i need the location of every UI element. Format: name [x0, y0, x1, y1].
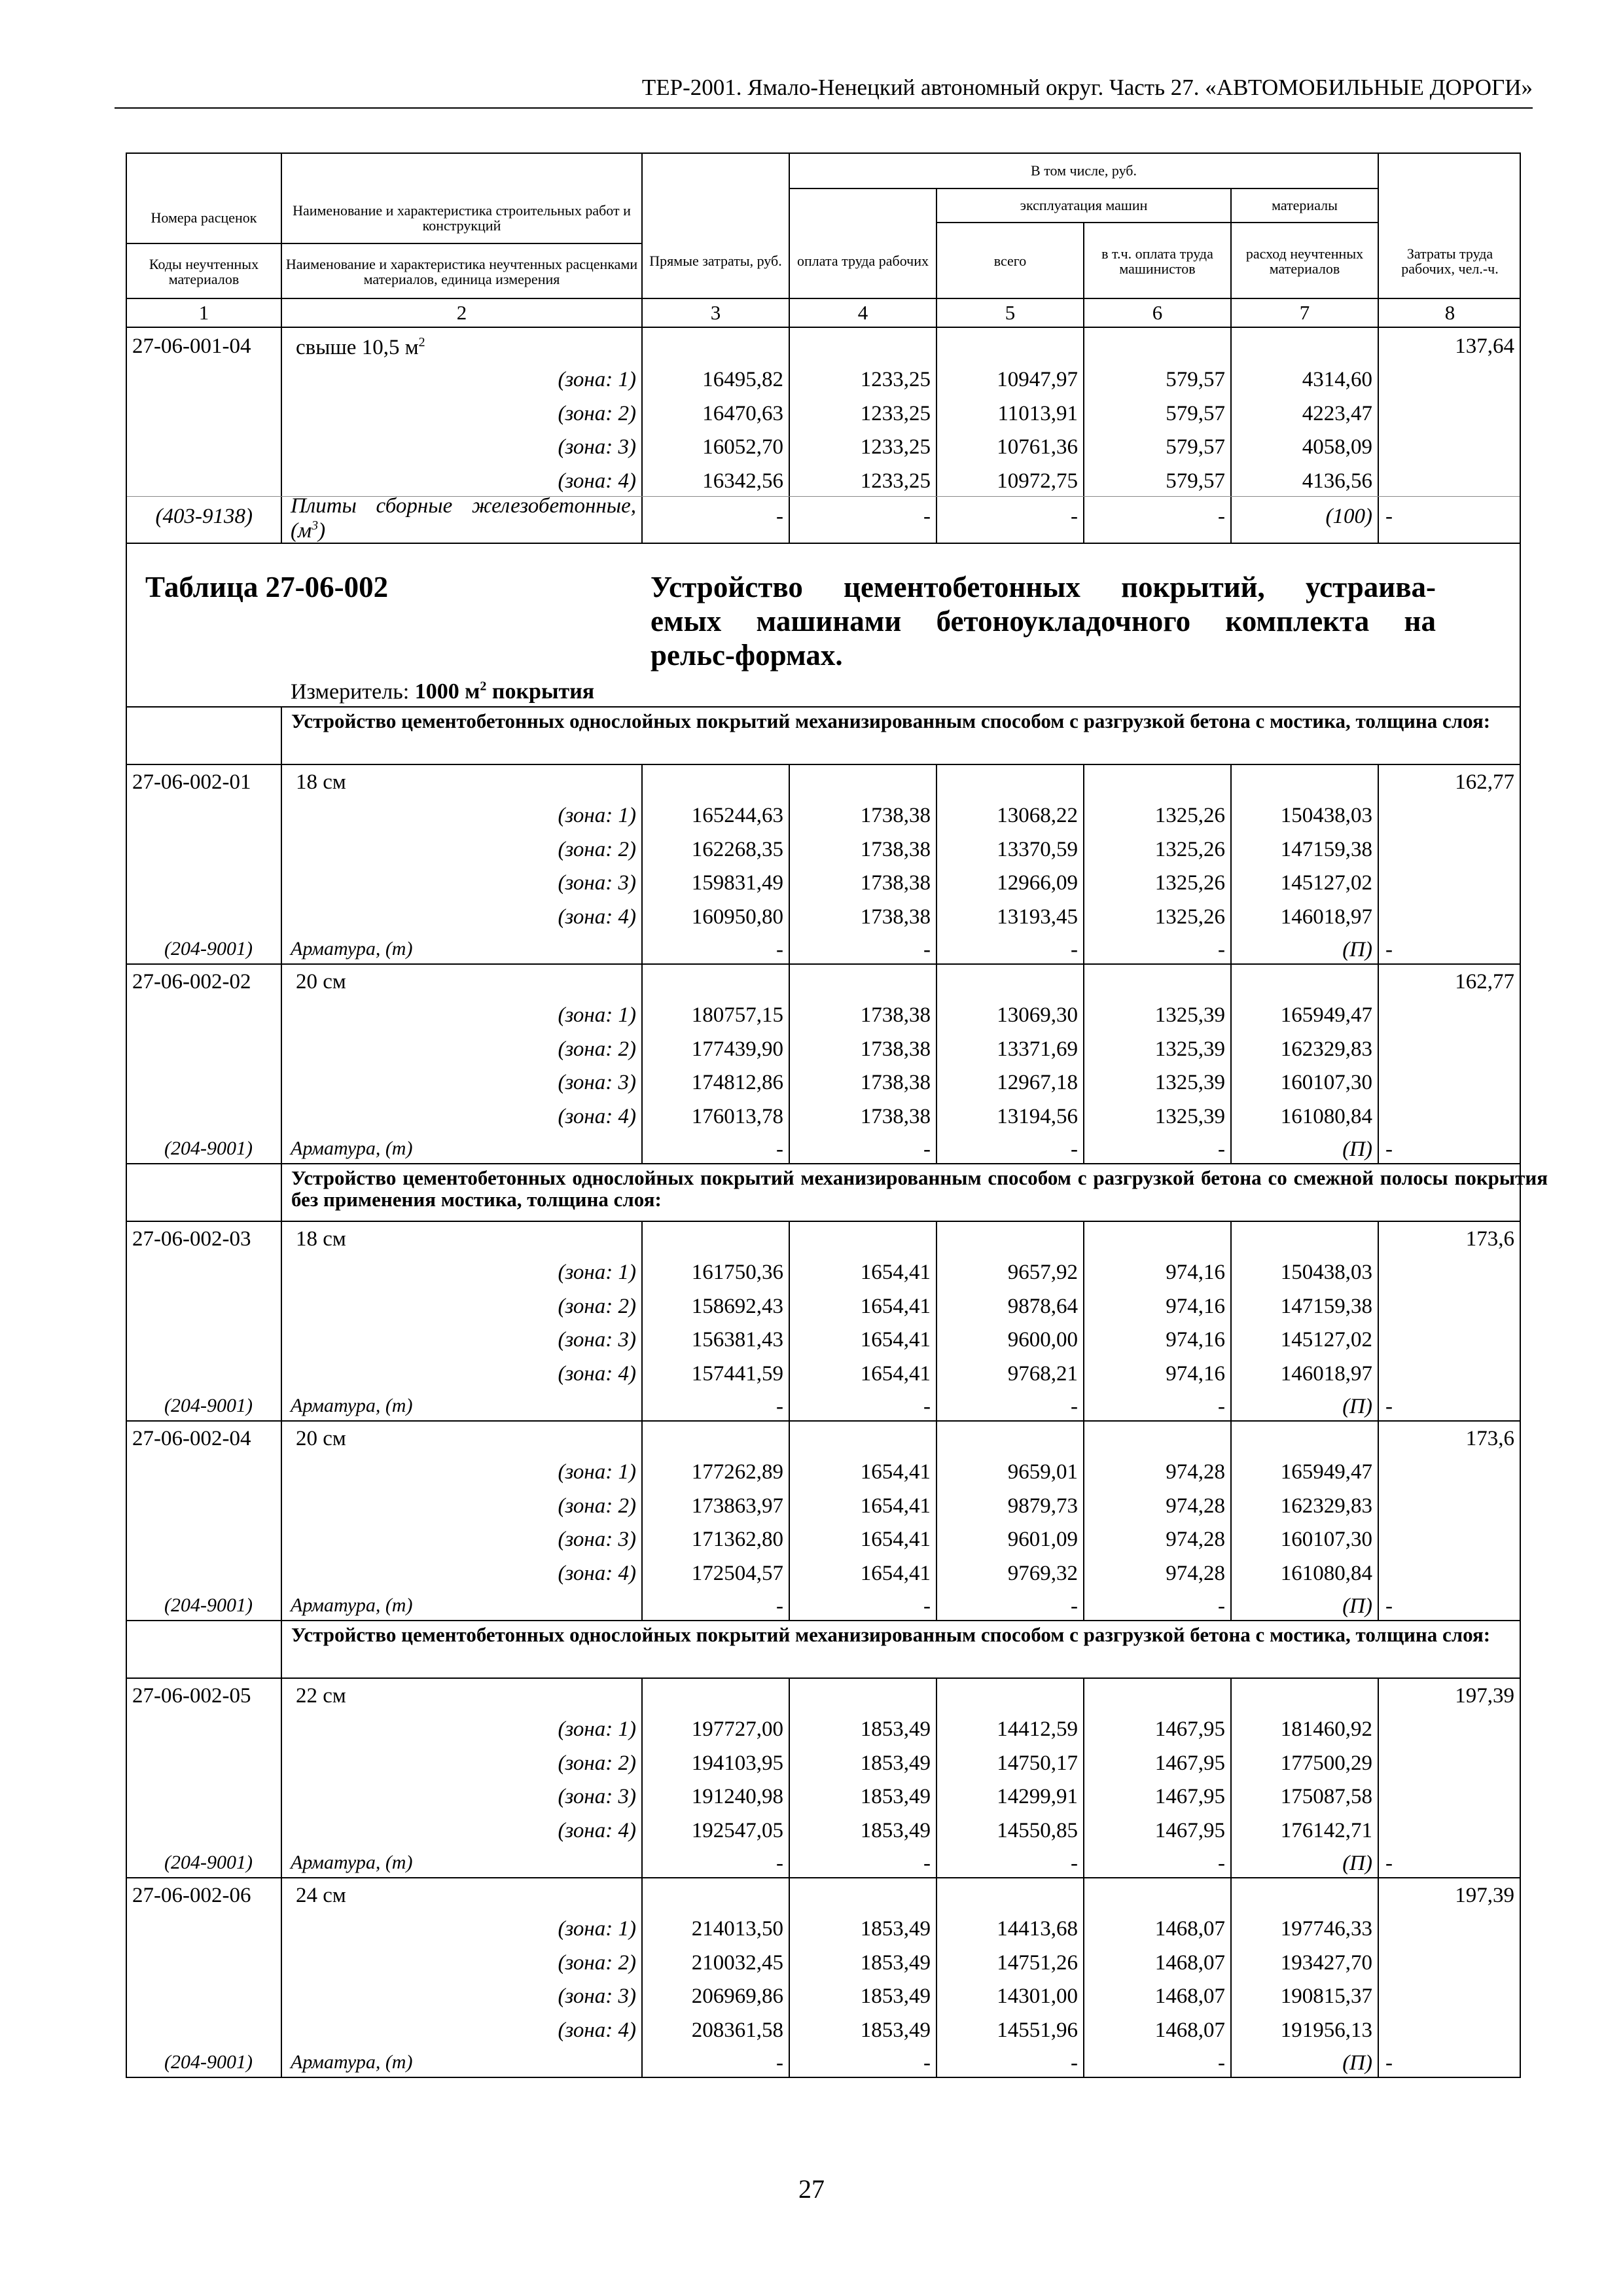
cost-value: 1853,49	[860, 1950, 931, 1975]
cost-value: 4314,60	[1302, 368, 1372, 392]
material-value: -	[923, 505, 931, 528]
section-heading-text: Устройство цементобетонных однослойных покрытий механизированным способом с разгрузкой бетона со смежной полосы покрытия без применения мостика, толщина слоя:	[291, 1166, 1548, 1211]
cost-value: 9601,09	[1007, 1528, 1078, 1552]
cost-value: 13069,30	[997, 1003, 1078, 1028]
cost-value: 14412,59	[997, 1717, 1078, 1742]
cost-value: 1468,07	[1154, 1950, 1225, 1975]
cost-value: 191956,13	[1280, 2018, 1372, 2042]
material-value: -	[776, 1395, 783, 1418]
material-value: -	[1071, 1852, 1078, 1875]
section-heading	[126, 706, 1521, 764]
cost-value: 162329,83	[1280, 1037, 1372, 1061]
rate-name: 20 см	[296, 1427, 346, 1450]
table-title-line: Устройство цементобетонных покрытий, устраива-	[651, 571, 1436, 603]
cost-value: 1325,26	[1154, 905, 1225, 929]
rate-code: 27-06-001-04	[132, 334, 251, 358]
cost-value: 1233,25	[860, 435, 931, 459]
cost-value: 1738,38	[860, 1037, 931, 1061]
zone-label: (зона: 1)	[558, 1003, 636, 1028]
cost-value: 160107,30	[1280, 1528, 1372, 1552]
cost-value: 1853,49	[860, 1717, 931, 1742]
material-value: -	[776, 938, 783, 961]
cost-value: 1853,49	[860, 2018, 931, 2042]
cost-value: 1233,25	[860, 368, 931, 392]
rates-table	[126, 152, 1548, 2078]
material-value: (П)	[1342, 938, 1372, 961]
cost-value: 157441,59	[691, 1361, 783, 1386]
rate-code: 27-06-002-01	[132, 770, 251, 794]
column-header	[126, 152, 1521, 298]
rate-name: 22 см	[296, 1684, 346, 1708]
cost-value: 177500,29	[1280, 1751, 1372, 1775]
cost-value: 146018,97	[1280, 1361, 1372, 1386]
rate-name: 24 см	[296, 1884, 346, 1907]
material-code: (204-9001)	[164, 938, 253, 960]
cost-value: 156381,43	[691, 1328, 783, 1352]
cost-value: 974,28	[1166, 1561, 1225, 1585]
cost-value: 165244,63	[691, 804, 783, 828]
labor-cost: 197,39	[1455, 1684, 1514, 1708]
cost-value: 162329,83	[1280, 1494, 1372, 1518]
column-number: 2	[456, 301, 467, 324]
section-heading	[126, 1620, 1521, 1677]
cost-value: 974,16	[1166, 1328, 1225, 1352]
column-numbers	[126, 298, 1521, 327]
cost-value: 1853,49	[860, 1818, 931, 1842]
material-name: Арматура, (т)	[291, 1138, 413, 1159]
cost-value: 161080,84	[1280, 1104, 1372, 1128]
cost-value: 181460,92	[1280, 1717, 1372, 1742]
rate-block	[126, 764, 1521, 963]
material-labor: -	[1385, 505, 1393, 528]
rate-name: 18 см	[296, 770, 346, 794]
cost-value: 208361,58	[691, 2018, 783, 2042]
cost-value: 161080,84	[1280, 1561, 1372, 1585]
table-title-line: рельс-формах.	[651, 639, 843, 672]
table-number: Таблица 27-06-002	[145, 571, 389, 603]
material-value: -	[1071, 1138, 1078, 1161]
section-heading	[126, 1163, 1548, 1221]
zone-label: (зона: 2)	[558, 1037, 636, 1061]
zone-label: (зона: 4)	[558, 1361, 636, 1386]
cost-value: 13193,45	[997, 905, 1078, 929]
material-value: (П)	[1342, 2051, 1372, 2075]
group-including-header: В том числе, руб.	[1031, 162, 1137, 179]
cost-value: 9657,92	[1007, 1261, 1078, 1285]
cost-value: 177439,90	[691, 1037, 783, 1061]
cost-value: 1233,25	[860, 401, 931, 425]
cost-value: 176013,78	[691, 1104, 783, 1128]
cost-value: 12967,18	[997, 1071, 1078, 1095]
zone-label: (зона: 3)	[558, 1071, 636, 1095]
cost-value: 1467,95	[1154, 1818, 1225, 1842]
column-number: 1	[198, 301, 209, 324]
cost-value: 14301,00	[997, 1984, 1078, 2009]
cost-value: 150438,03	[1280, 1261, 1372, 1285]
cost-value: 190815,37	[1280, 1984, 1372, 2009]
cost-value: 1738,38	[860, 1071, 931, 1095]
cost-value: 974,16	[1166, 1361, 1225, 1386]
cost-value: 176142,71	[1280, 1818, 1372, 1842]
material-value: -	[776, 1852, 783, 1875]
rate-code: 27-06-002-04	[132, 1427, 251, 1450]
cost-value: 1325,39	[1154, 1037, 1225, 1061]
rate-name: 20 см	[296, 970, 346, 994]
cost-value: 1654,41	[860, 1494, 931, 1518]
col6-header: в т.ч. оплата труда машинистов	[1101, 245, 1213, 277]
rate-code: 27-06-002-05	[132, 1684, 251, 1708]
cost-value: 1738,38	[860, 837, 931, 861]
cost-value: 1654,41	[860, 1261, 931, 1285]
column-number: 6	[1152, 301, 1163, 324]
zone-label: (зона: 1)	[558, 1460, 636, 1484]
cost-value: 1654,41	[860, 1460, 931, 1484]
cost-value: 193427,70	[1280, 1950, 1372, 1975]
cost-value: 1325,26	[1154, 837, 1225, 861]
cost-value: 9659,01	[1007, 1460, 1078, 1484]
material-code: (403-9138)	[155, 505, 253, 528]
cost-value: 1325,26	[1154, 804, 1225, 828]
cost-value: 14413,68	[997, 1917, 1078, 1941]
material-value: -	[1071, 2051, 1078, 2075]
zone-label: (зона: 2)	[558, 837, 636, 861]
col1-bottom-header: Коды неучтенных материалов	[149, 255, 259, 287]
material-value: -	[923, 1395, 931, 1418]
material-labor: -	[1385, 2051, 1393, 2075]
column-number: 5	[1005, 301, 1016, 324]
zone-label: (зона: 4)	[558, 2018, 636, 2042]
cost-value: 16342,56	[702, 469, 783, 493]
labor-cost: 137,64	[1455, 334, 1514, 358]
section-heading-text: Устройство цементобетонных однослойных покрытий механизированным способом с разгрузкой бетона с мостика, толщина слоя:	[291, 709, 1491, 732]
table-title-line: емых машинами бетоноукладочного комплекта на	[651, 605, 1436, 637]
cost-value: 974,28	[1166, 1460, 1225, 1484]
cost-value: 10972,75	[997, 469, 1078, 493]
labor-cost: 173,6	[1465, 1227, 1514, 1251]
labor-cost: 173,6	[1465, 1427, 1514, 1450]
zone-label: (зона: 3)	[558, 1984, 636, 2009]
zone-label: (зона: 1)	[558, 1917, 636, 1941]
material-value: -	[1071, 1395, 1078, 1418]
cost-value: 9878,64	[1007, 1294, 1078, 1318]
cost-value: 1654,41	[860, 1294, 931, 1318]
cost-value: 1468,07	[1154, 2018, 1225, 2042]
zone-label: (зона: 4)	[558, 1818, 636, 1842]
cost-value: 579,57	[1166, 401, 1225, 425]
cost-value: 197746,33	[1280, 1917, 1372, 1941]
cost-value: 14551,96	[997, 2018, 1078, 2042]
zone-label: (зона: 1)	[558, 804, 636, 828]
zone-label: (зона: 3)	[558, 1328, 636, 1352]
cost-value: 1738,38	[860, 1003, 931, 1028]
cost-value: 174812,86	[691, 1071, 783, 1095]
zone-label: (зона: 4)	[558, 1104, 636, 1128]
cost-value: 165949,47	[1280, 1460, 1372, 1484]
cost-value: 1325,26	[1154, 871, 1225, 895]
cost-value: 147159,38	[1280, 1294, 1372, 1318]
col2-bottom-header: Наименование и характеристика неучтенных расценками материалов, единица измерения	[285, 255, 638, 287]
rate-name: свыше 10,5 $м^2$	[296, 335, 425, 359]
cost-value: 13194,56	[997, 1104, 1078, 1128]
cost-value: 4058,09	[1302, 435, 1372, 459]
material-value: (100)	[1325, 505, 1372, 528]
cost-value: 162268,35	[691, 837, 783, 861]
material-value: -	[1218, 2051, 1225, 2075]
material-unit: $(м^3)$	[291, 518, 326, 543]
cost-value: 197727,00	[691, 1717, 783, 1742]
labor-cost: 162,77	[1455, 970, 1514, 994]
cost-value: 9768,21	[1007, 1361, 1078, 1386]
material-name: Арматура, (т)	[291, 1395, 413, 1416]
cost-value: 1654,41	[860, 1361, 931, 1386]
cost-value: 13068,22	[997, 804, 1078, 828]
cost-value: 9879,73	[1007, 1494, 1078, 1518]
cost-value: 173863,97	[691, 1494, 783, 1518]
cost-value: 1654,41	[860, 1328, 931, 1352]
labor-cost: 162,77	[1455, 770, 1514, 794]
cost-value: 16470,63	[702, 401, 783, 425]
cost-value: 4136,56	[1302, 469, 1372, 493]
material-value: -	[776, 505, 783, 528]
cost-value: 1853,49	[860, 1751, 931, 1775]
cost-value: 1467,95	[1154, 1751, 1225, 1775]
zone-label: (зона: 3)	[558, 1528, 636, 1552]
cost-value: 974,28	[1166, 1494, 1225, 1518]
cost-value: 14751,26	[997, 1950, 1078, 1975]
material-value: -	[776, 1594, 783, 1618]
col5-header: всего	[993, 253, 1027, 270]
cost-value: 579,57	[1166, 435, 1225, 459]
material-value: -	[1218, 1594, 1225, 1618]
cost-value: 1654,41	[860, 1528, 931, 1552]
cost-value: 16495,82	[702, 368, 783, 392]
column-number: 8	[1444, 301, 1455, 324]
col7-header: расход неучтенных материалов	[1245, 245, 1364, 277]
material-value: (П)	[1342, 1395, 1372, 1418]
cost-value: 1233,25	[860, 469, 931, 493]
zone-label: (зона: 2)	[558, 1494, 636, 1518]
material-value: -	[1218, 1138, 1225, 1161]
col1-top-header: Номера расценок	[151, 209, 257, 226]
material-value: -	[1071, 1594, 1078, 1618]
material-labor: -	[1385, 1594, 1393, 1618]
material-code: (204-9001)	[164, 2051, 253, 2073]
cost-value: 191240,98	[691, 1785, 783, 1809]
group-materials-header: материалы	[1272, 197, 1338, 214]
material-code: (204-9001)	[164, 1594, 253, 1616]
cost-value: 14750,17	[997, 1751, 1078, 1775]
material-value: -	[1071, 938, 1078, 961]
cost-value: 14299,91	[997, 1785, 1078, 1809]
cost-value: 214013,50	[691, 1917, 783, 1941]
material-labor: -	[1385, 1852, 1393, 1875]
table-header	[126, 543, 1521, 706]
column-number: 4	[857, 301, 868, 324]
material-value: -	[1218, 1852, 1225, 1875]
column-number: 7	[1299, 301, 1310, 324]
material-value: -	[1071, 505, 1078, 528]
page-header-text: ТЕР-2001. Ямало-Ненецкий автономный округ. Часть 27. «АВТОМОБИЛЬНЫЕ ДОРОГИ»	[641, 75, 1533, 100]
cost-value: 147159,38	[1280, 837, 1372, 861]
material-labor: -	[1385, 1395, 1393, 1418]
zone-label: (зона: 2)	[558, 401, 636, 425]
material-name: Арматура, (т)	[291, 1594, 413, 1616]
section-heading-text: Устройство цементобетонных однослойных покрытий механизированным способом с разгрузкой бетона с мостика, толщина слоя:	[291, 1623, 1491, 1646]
zone-label: (зона: 4)	[558, 905, 636, 929]
material-value: -	[923, 1852, 931, 1875]
col4-header: оплата труда рабочих	[797, 253, 929, 270]
cost-value: 974,28	[1166, 1528, 1225, 1552]
col2-top-header: Наименование и характеристика строительных работ и конструкций	[293, 202, 631, 234]
rate-code: 27-06-002-06	[132, 1884, 251, 1907]
cost-value: 172504,57	[691, 1561, 783, 1585]
cost-value: 171362,80	[691, 1528, 783, 1552]
cost-value: 165949,47	[1280, 1003, 1372, 1028]
labor-cost: 197,39	[1455, 1884, 1514, 1907]
cost-value: 9769,32	[1007, 1561, 1078, 1585]
material-name: Арматура, (т)	[291, 938, 413, 960]
rate-code: 27-06-002-02	[132, 970, 251, 994]
material-labor: -	[1385, 1138, 1393, 1161]
cost-value: 1468,07	[1154, 1984, 1225, 2009]
cost-value: 1325,39	[1154, 1003, 1225, 1028]
cost-value: 206969,86	[691, 1984, 783, 2009]
rate-block	[126, 1420, 1521, 1620]
zone-label: (зона: 2)	[558, 1294, 636, 1318]
rate-name: 18 см	[296, 1227, 346, 1251]
material-value: -	[776, 2051, 783, 2075]
cost-value: 177262,89	[691, 1460, 783, 1484]
col8-header: Затраты труда рабочих, чел.-ч.	[1401, 245, 1499, 277]
cost-value: 579,57	[1166, 469, 1225, 493]
cost-value: 160950,80	[691, 905, 783, 929]
material-value: -	[923, 1594, 931, 1618]
cost-value: 16052,70	[702, 435, 783, 459]
page-number: 27	[798, 2174, 825, 2204]
cost-value: 13370,59	[997, 837, 1078, 861]
group-machines-header: эксплуатация машин	[1020, 197, 1148, 214]
cost-value: 1325,39	[1154, 1104, 1225, 1128]
zone-label: (зона: 1)	[558, 368, 636, 392]
cost-value: 1738,38	[860, 1104, 931, 1128]
material-value: (П)	[1342, 1138, 1372, 1161]
cost-value: 974,16	[1166, 1294, 1225, 1318]
cost-value: 1468,07	[1154, 1917, 1225, 1941]
material-value: -	[1218, 938, 1225, 961]
material-value: -	[923, 2051, 931, 2075]
material-name: Арматура, (т)	[291, 2051, 413, 2073]
material-code: (204-9001)	[164, 1852, 253, 1873]
material-value: -	[1218, 1395, 1225, 1418]
cost-value: 145127,02	[1280, 871, 1372, 895]
cost-value: 14550,85	[997, 1818, 1078, 1842]
material-labor: -	[1385, 938, 1393, 961]
cost-value: 4223,47	[1302, 401, 1372, 425]
zone-label: (зона: 4)	[558, 1561, 636, 1585]
material-value: -	[923, 938, 931, 961]
cost-value: 1467,95	[1154, 1785, 1225, 1809]
cost-value: 194103,95	[691, 1751, 783, 1775]
zone-label: (зона: 1)	[558, 1261, 636, 1285]
material-value: (П)	[1342, 1852, 1372, 1875]
rate-block	[126, 963, 1521, 1163]
cost-value: 159831,49	[691, 871, 783, 895]
cost-value: 161750,36	[691, 1261, 783, 1285]
cost-value: 1738,38	[860, 905, 931, 929]
material-name: Арматура, (т)	[291, 1852, 413, 1873]
material-code: (204-9001)	[164, 1395, 253, 1416]
cost-value: 145127,02	[1280, 1328, 1372, 1352]
cost-value: 1853,49	[860, 1984, 931, 2009]
cost-value: 210032,45	[691, 1950, 783, 1975]
cost-value: 1738,38	[860, 804, 931, 828]
rate-block	[126, 1677, 1521, 1877]
cost-value: 175087,58	[1280, 1785, 1372, 1809]
cost-value: 10761,36	[997, 435, 1078, 459]
page-header	[115, 71, 1533, 109]
rate-code: 27-06-002-03	[132, 1227, 251, 1251]
cost-value: 974,16	[1166, 1261, 1225, 1285]
cost-value: 158692,43	[691, 1294, 783, 1318]
cost-value: 180757,15	[691, 1003, 783, 1028]
zone-label: (зона: 1)	[558, 1717, 636, 1742]
material-value: (П)	[1342, 1594, 1372, 1618]
cost-value: 12966,09	[997, 871, 1078, 895]
column-number: 3	[710, 301, 721, 324]
cost-value: 1654,41	[860, 1561, 931, 1585]
material-name: Плиты сборные железобетонные,	[291, 494, 636, 518]
cost-value: 150438,03	[1280, 804, 1372, 828]
cost-value: 13371,69	[997, 1037, 1078, 1061]
material-code: (204-9001)	[164, 1138, 253, 1159]
zone-label: (зона: 3)	[558, 1785, 636, 1809]
col3-header: Прямые затраты, руб.	[649, 253, 782, 270]
cost-value: 160107,30	[1280, 1071, 1372, 1095]
material-value: -	[776, 1138, 783, 1161]
zone-label: (зона: 2)	[558, 1751, 636, 1775]
cost-value: 1467,95	[1154, 1717, 1225, 1742]
rate-block	[126, 1221, 1521, 1420]
zone-label: (зона: 3)	[558, 435, 636, 459]
cost-value: 1325,39	[1154, 1071, 1225, 1095]
material-value: -	[1218, 505, 1225, 528]
zone-label: (зона: 4)	[558, 469, 636, 493]
cost-value: 10947,97	[997, 368, 1078, 392]
cost-value: 1853,49	[860, 1917, 931, 1941]
cost-value: 579,57	[1166, 368, 1225, 392]
cost-value: 1853,49	[860, 1785, 931, 1809]
cost-value: 9600,00	[1007, 1328, 1078, 1352]
measure-unit: Измеритель: 1000 $м^2$ покрытия	[291, 679, 595, 704]
zone-label: (зона: 2)	[558, 1950, 636, 1975]
zone-label: (зона: 3)	[558, 871, 636, 895]
material-value: -	[923, 1138, 931, 1161]
rate-block	[126, 327, 1521, 543]
cost-value: 192547,05	[691, 1818, 783, 1842]
cost-value: 1738,38	[860, 871, 931, 895]
cost-value: 146018,97	[1280, 905, 1372, 929]
rate-block	[126, 1877, 1521, 2077]
cost-value: 11013,91	[997, 401, 1078, 425]
